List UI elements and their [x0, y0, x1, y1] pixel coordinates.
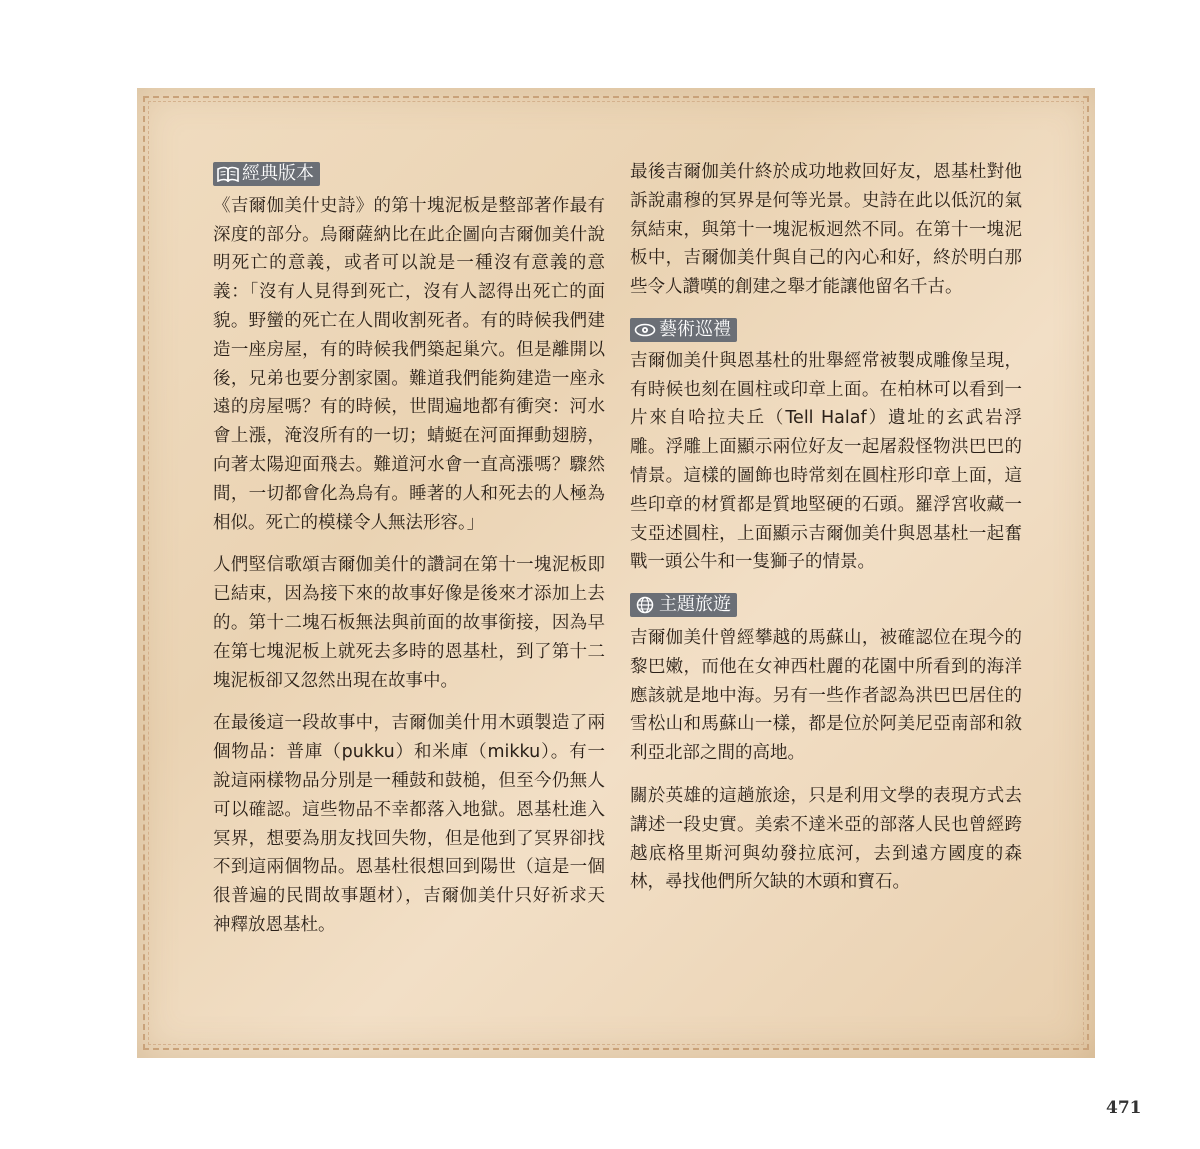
paragraph: 關於英雄的這趟旅途，只是利用文學的表現方式去講述一段史實。美索不達米亞的部落人民也曾經跨越底格里斯河與幼發拉底河，去到遠方國度的森林，尋找他們所欠缺的木頭和寶石。	[630, 785, 1022, 893]
section-heading-label: 主題旅遊	[659, 594, 731, 616]
section-heading-art	[630, 318, 737, 342]
paragraph: 人們堅信歌頌吉爾伽美什的讚詞在第十一塊泥板即已結束，因為接下來的故事好像是後來才添加上去的。第十二塊石板無法與前面的故事銜接，因為早在第七塊泥板上就死去多時的恩基杜，到了第十二塊泥板卻又忽然出現在故事中。	[213, 555, 605, 691]
left-column	[213, 160, 605, 954]
paragraph: 在最後這一段故事中，吉爾伽美什用木頭製造了兩個物品：普庫（pukku）和米庫（mikku）。有一說這兩樣物品分別是一種鼓和鼓槌，但至今仍無人可以確認。這些物品不幸都落入地獄。恩基杜進入冥界，想要為朋友找回失物，但是他到了冥界卻找不到這兩個物品。恩基杜很想回到陽世（這是一個很普遍的民間故事題材），吉爾伽美什只好祈求天神釋放恩基杜。	[213, 713, 605, 935]
right-column	[630, 158, 1022, 911]
section-heading-travel	[630, 593, 737, 617]
paragraph: 吉爾伽美什曾經攀越的馬蘇山，被確認位在現今的黎巴嫩，而他在女神西杜麗的花園中所看到的海洋應該就是地中海。另有一些作者認為洪巴巴居住的雪松山和馬蘇山一樣，都是位於阿美尼亞南部和敘利亞北部之間的高地。	[630, 627, 1022, 764]
page-number: 471	[1106, 1098, 1142, 1118]
eye-icon	[634, 320, 656, 340]
section-heading-classic	[213, 162, 320, 186]
paragraph: 吉爾伽美什與恩基杜的壯舉經常被製成雕像呈現，有時候也刻在圓柱或印章上面。在柏林可以看到一片來自哈拉夫丘（Tell Halaf）遺址的玄武岩浮雕。浮雕上面顯示兩位好友一起屠殺怪物洪巴巴的情景。這樣的圖飾也時常刻在圓柱形印章上面，這些印章的材質都是質地堅硬的石頭。羅浮宮收藏一支亞述圓柱，上面顯示吉爾伽美什與恩基杜一起奮戰一頭公牛和一隻獅子的情景。	[630, 350, 1022, 573]
paragraph: 《吉爾伽美什史詩》的第十塊泥板是整部著作最有深度的部分。烏爾薩納比在此企圖向吉爾伽美什說明死亡的意義，或者可以說是一種沒有意義的意義：「沒有人見得到死亡，沒有人認得出死亡的面貌。野蠻的死亡在人間收割死者。有的時候我們建造一座房屋，有的時候我們築起巢穴。但是離開以後，兄弟也要分割家園。難道我們能夠建造一座永遠的房屋嗎？有的時候，世間遍地都有衝突：河水會上漲，淹沒所有的一切；蜻蜓在河面揮動翅膀，向著太陽迎面飛去。難道河水會一直高漲嗎？驟然間，一切都會化為烏有。睡著的人和死去的人極為相似。死亡的模樣令人無法形容。」	[213, 195, 605, 533]
globe-icon	[634, 595, 656, 615]
section-heading-label: 藝術巡禮	[659, 318, 731, 340]
section-heading-label: 經典版本	[242, 163, 314, 184]
paragraph: 最後吉爾伽美什終於成功地救回好友，恩基杜對他訴說肅穆的冥界是何等光景。史詩在此以低沉的氣氛結束，與第十一塊泥板迥然不同。在第十一塊泥板中，吉爾伽美什與自己的內心和好，終於明白那些令人讚嘆的創建之舉才能讓他留名千古。	[630, 162, 1022, 298]
parchment-panel	[137, 88, 1095, 1058]
book-icon	[217, 164, 239, 184]
